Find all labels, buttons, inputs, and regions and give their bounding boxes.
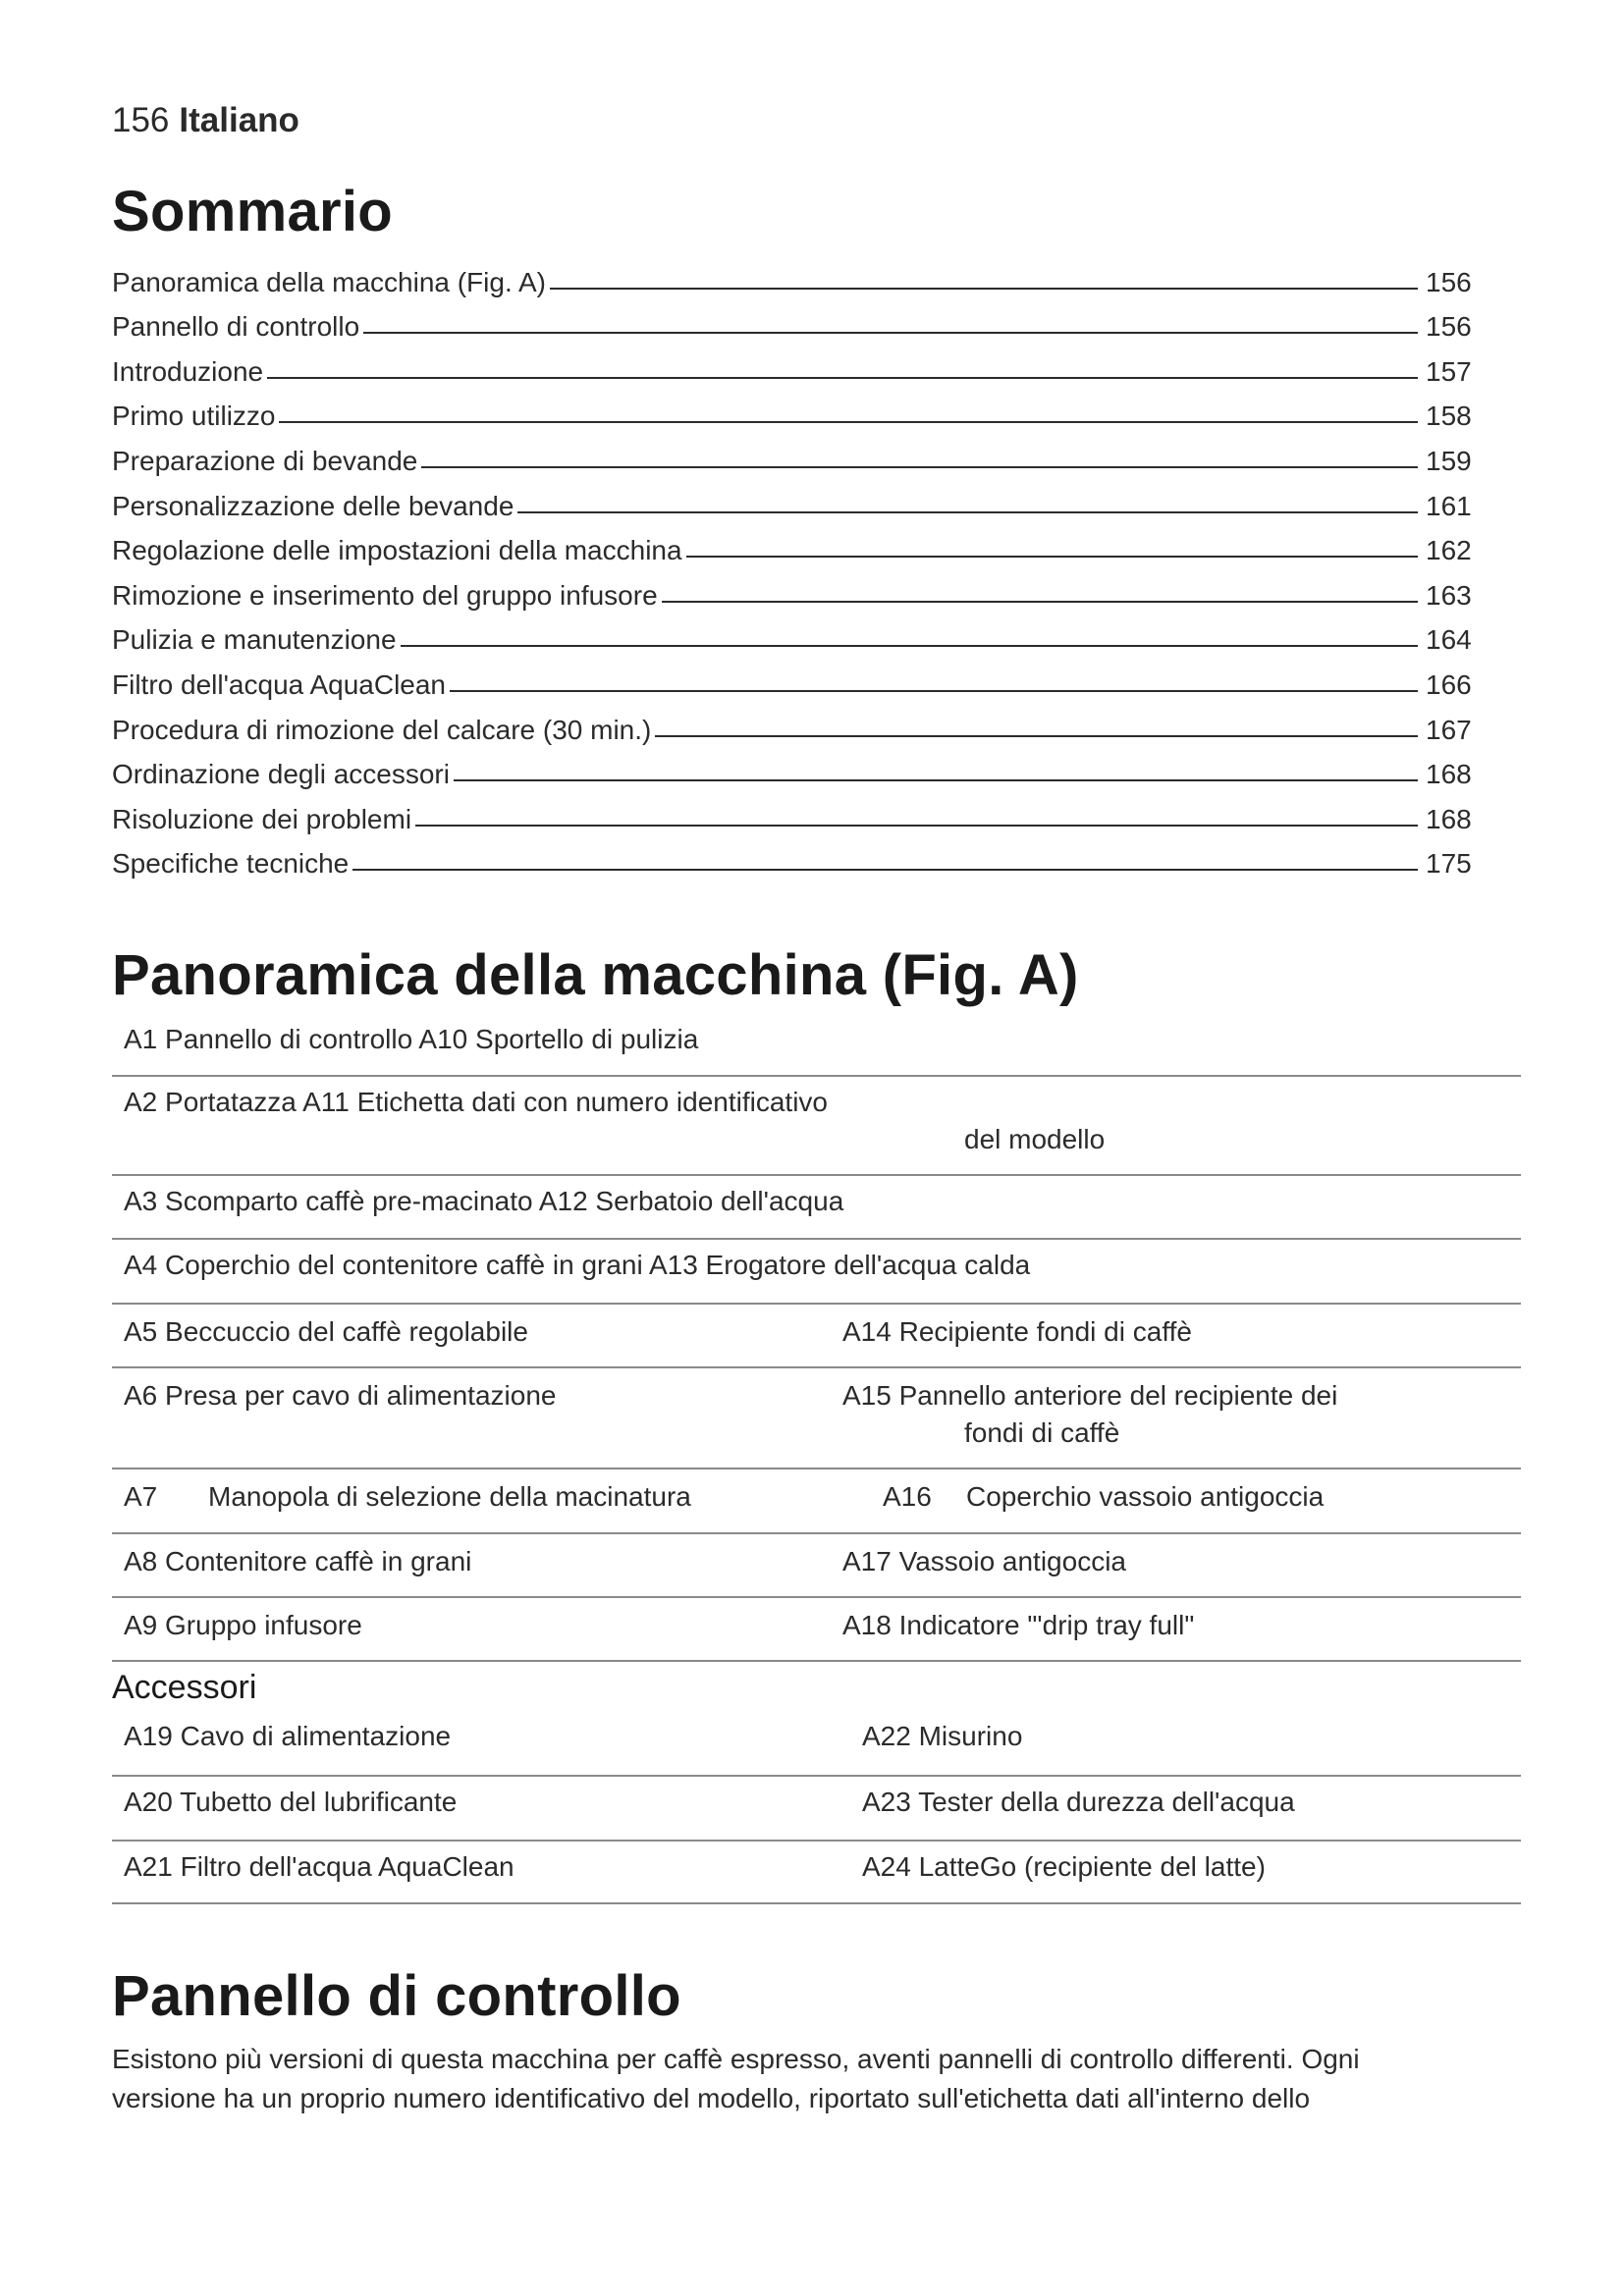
toc-entry-title: Preparazione di bevande (112, 445, 418, 476)
toc-entry-page: 175 (1426, 848, 1472, 880)
toc-entry-page: 158 (1426, 400, 1472, 432)
toc-entry-page: 168 (1426, 803, 1472, 834)
parts-row (112, 1305, 1521, 1368)
toc-entry-page: 161 (1426, 490, 1472, 521)
part-label: A4 Coperchio del contenitore caffè in grani A13 Erogatore dell'acqua calda (124, 1250, 1031, 1280)
control-panel-paragraph (112, 2040, 1526, 2118)
control-panel-title: Pannello di controllo (112, 1964, 681, 2028)
toc-leader (450, 690, 1418, 692)
toc-entry[interactable] (112, 432, 1477, 477)
language-label: Italiano (179, 101, 299, 139)
toc-leader (279, 421, 1418, 423)
part-label: A2 Portatazza A11 Etichetta dati con numero identificativo (124, 1087, 829, 1117)
paragraph-line: versione ha un proprio numero identificativo del modello, riportato sull'etichetta dati all'interno dello (112, 2083, 1311, 2113)
toc-entry[interactable] (112, 746, 1477, 791)
toc-entry-title: Risoluzione dei problemi (112, 803, 412, 834)
toc-leader (686, 556, 1418, 558)
part-label-left: A9 Gruppo infusore (124, 1610, 362, 1640)
toc-entry[interactable] (112, 835, 1477, 881)
toc-entry-title: Introduzione (112, 355, 264, 387)
part-label-right: A17 Vassoio antigoccia (842, 1546, 1126, 1576)
toc-entry[interactable] (112, 388, 1477, 433)
accessories-table (112, 1713, 1521, 1904)
toc-entry[interactable] (112, 522, 1477, 567)
table-of-contents (112, 253, 1477, 880)
toc-entry-page: 168 (1426, 759, 1472, 790)
part-label-right: A14 Recipiente fondi di caffè (842, 1316, 1192, 1347)
toc-entry-title: Panoramica della macchina (Fig. A) (112, 266, 546, 297)
part-label-right: A18 Indicatore "'drip tray full" (842, 1610, 1195, 1640)
toc-entry-title: Personalizzazione delle bevande (112, 490, 514, 521)
toc-leader (421, 466, 1418, 468)
toc-entry[interactable] (112, 612, 1477, 657)
toc-leader (352, 869, 1418, 871)
part-label-continuation: del modello (964, 1124, 1106, 1154)
toc-entry-title: Primo utilizzo (112, 400, 276, 432)
toc-entry-page: 156 (1426, 311, 1472, 343)
toc-leader (415, 825, 1418, 827)
toc-leader (662, 601, 1418, 603)
toc-entry-page: 167 (1426, 714, 1472, 745)
parts-row (112, 1240, 1521, 1305)
toc-entry[interactable] (112, 477, 1477, 522)
toc-entry-title: Pannello di controllo (112, 311, 360, 343)
toc-entry-page: 163 (1426, 579, 1472, 611)
overview-title: Panoramica della macchina (Fig. A) (112, 943, 1079, 1007)
toc-entry-page: 164 (1426, 624, 1472, 656)
part-code-left: A7 (124, 1481, 158, 1512)
parts-row (112, 1077, 1521, 1176)
accessory-label-right: A24 LatteGo (recipiente del latte) (862, 1851, 1266, 1882)
toc-leader (454, 779, 1418, 781)
part-label-right: A15 Pannello anteriore del recipiente dei (842, 1380, 1338, 1411)
accessories-title: Accessori (112, 1669, 257, 1706)
part-label: A3 Scomparto caffè pre-macinato A12 Serbatoio dell'acqua (124, 1186, 844, 1216)
page-header (112, 101, 299, 140)
toc-entry-page: 166 (1426, 668, 1472, 700)
parts-row (112, 1176, 1521, 1240)
parts-row (112, 1469, 1521, 1534)
toc-entry[interactable] (112, 656, 1477, 701)
toc-entry-page: 156 (1426, 266, 1472, 297)
overview-parts-table (112, 1016, 1521, 1662)
toc-leader (267, 377, 1418, 379)
toc-entry[interactable] (112, 790, 1477, 835)
part-label-left: A8 Contenitore caffè in grani (124, 1546, 472, 1576)
toc-entry-page: 157 (1426, 355, 1472, 387)
part-label-right: Coperchio vassoio antigoccia (966, 1481, 1325, 1512)
toc-entry[interactable] (112, 566, 1477, 612)
accessory-label-left: A21 Filtro dell'acqua AquaClean (124, 1851, 514, 1882)
toc-entry-title: Regolazione delle impostazioni della macchina (112, 535, 682, 566)
part-label: A1 Pannello di controllo A10 Sportello di pulizia (124, 1024, 699, 1054)
toc-entry[interactable] (112, 343, 1477, 388)
parts-row (112, 1534, 1521, 1598)
toc-entry-title: Ordinazione degli accessori (112, 759, 450, 790)
accessory-label-right: A23 Tester della durezza dell'acqua (862, 1787, 1295, 1817)
part-label-left: A5 Beccuccio del caffè regolabile (124, 1316, 528, 1347)
toc-entry[interactable] (112, 701, 1477, 746)
toc-leader (655, 735, 1418, 737)
page-number: 156 (112, 101, 170, 139)
part-label-left: A6 Presa per cavo di alimentazione (124, 1380, 557, 1411)
part-label-continuation: fondi di caffè (964, 1417, 1120, 1448)
accessories-row (112, 1713, 1521, 1777)
toc-entry-page: 162 (1426, 535, 1472, 566)
toc-entry-title: Filtro dell'acqua AquaClean (112, 668, 447, 700)
accessories-row (112, 1777, 1521, 1842)
parts-row (112, 1368, 1521, 1469)
accessory-label-right: A22 Misurino (862, 1721, 1023, 1751)
accessory-label-left: A19 Cavo di alimentazione (124, 1721, 452, 1751)
toc-title: Sommario (112, 180, 394, 243)
toc-entry-title: Procedura di rimozione del calcare (30 min.) (112, 714, 652, 745)
toc-entry-title: Rimozione e inserimento del gruppo infusore (112, 579, 658, 611)
part-code-right: A16 (883, 1481, 932, 1512)
toc-leader (401, 645, 1418, 647)
toc-leader (363, 332, 1418, 334)
part-label-left: Manopola di selezione della macinatura (208, 1481, 691, 1512)
toc-leader (517, 511, 1418, 513)
toc-entry-title: Pulizia e manutenzione (112, 624, 397, 656)
accessory-label-left: A20 Tubetto del lubrificante (124, 1787, 458, 1817)
toc-leader (550, 288, 1418, 290)
parts-row (112, 1598, 1521, 1662)
toc-entry[interactable] (112, 253, 1477, 298)
toc-entry-title: Specifiche tecniche (112, 848, 350, 880)
paragraph-line: Esistono più versioni di questa macchina per caffè espresso, aventi pannelli di controllo differenti. Ogni (112, 2044, 1360, 2074)
toc-entry[interactable] (112, 298, 1477, 344)
toc-entry-page: 159 (1426, 445, 1472, 476)
accessories-row (112, 1842, 1521, 1904)
parts-row (112, 1016, 1521, 1077)
